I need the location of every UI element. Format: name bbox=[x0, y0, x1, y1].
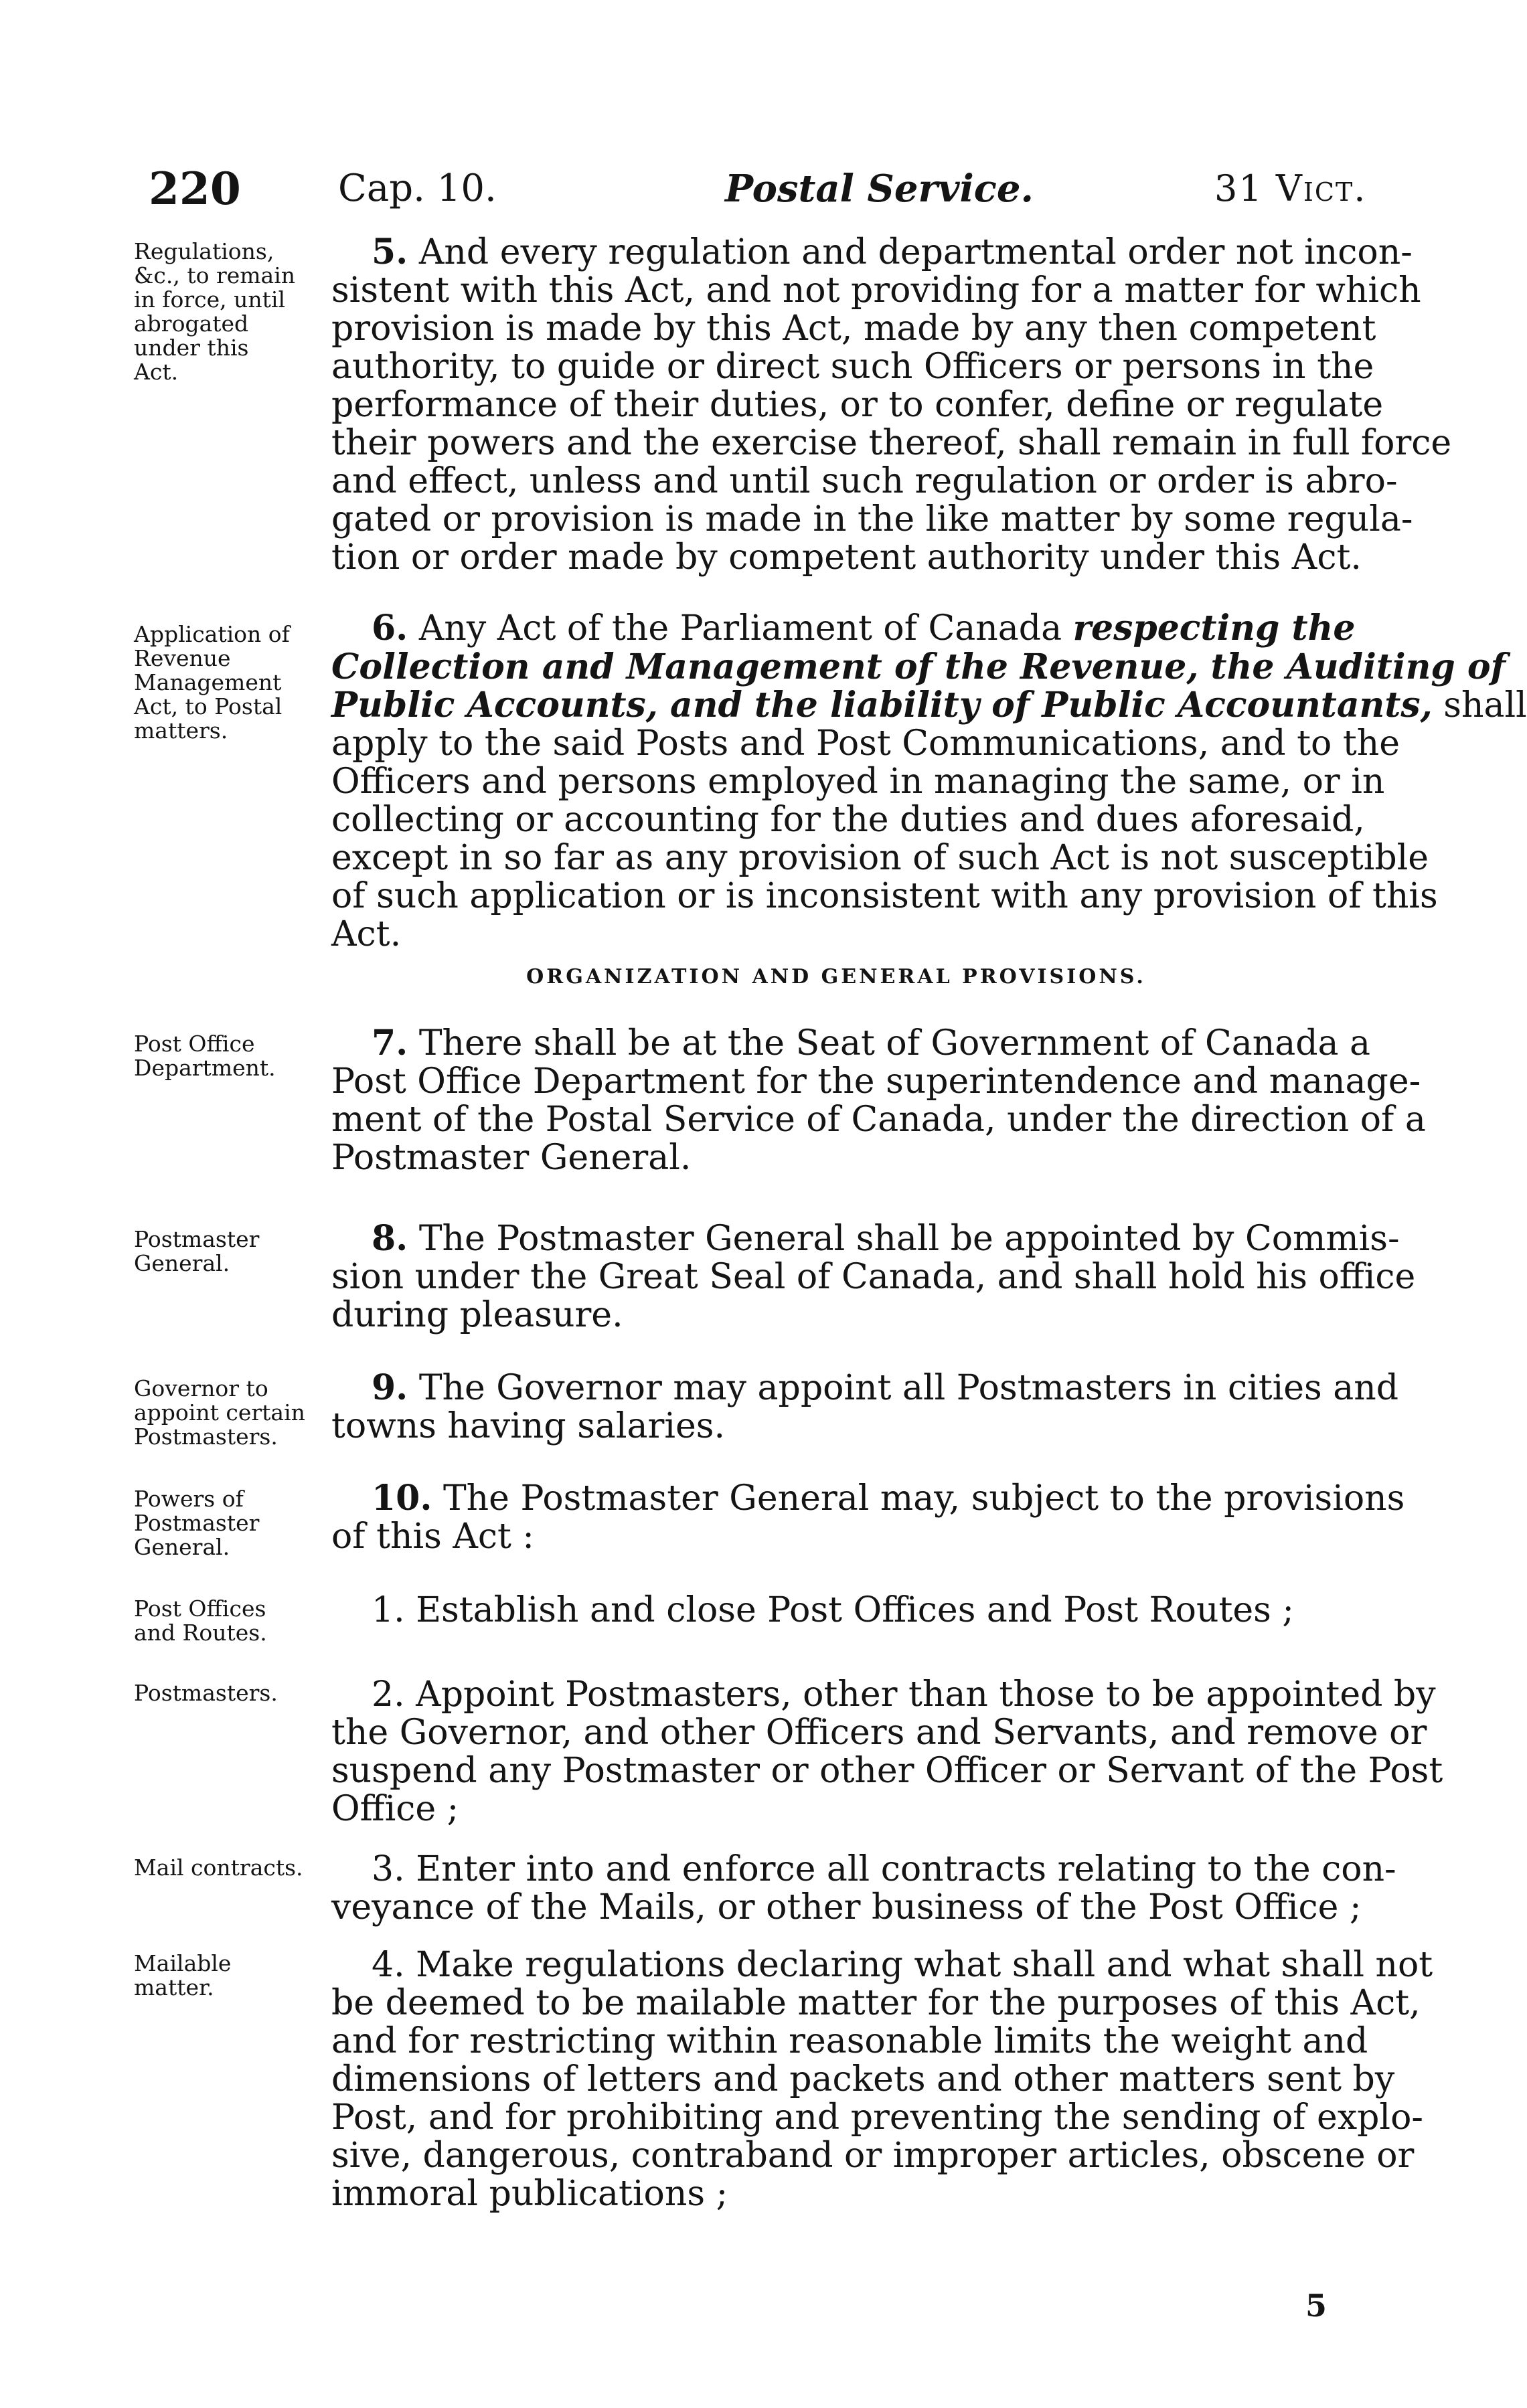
section-6-text: 6. Any Act of the Parliament of Canada respecting the Collection and Management of the Revenue, the Auditing of Public Accounts, and the liability of Public Accountants, shall apply to the said Posts and Post Communications, and to the Officers and persons employed in managing the same, or in collecting or accounting for the duties and dues aforesaid, except in so far as any provision of such Act is not susceptible of such application or is inconsistent with any provision of this Act. bbox=[331, 608, 1527, 954]
running-title: Postal Service. bbox=[725, 167, 1034, 211]
section-10-text: 10. The Postmaster General may, subject to the provisions of this Act : bbox=[331, 1478, 1405, 1557]
margin-note-section-10: Powers of Postmaster General. bbox=[134, 1486, 260, 1560]
section-9-text: 9. The Governor may appoint all Postmasters in cities and towns having salaries. bbox=[331, 1367, 1398, 1446]
paragraph-2-text: 2. Appoint Postmasters, other than those to be appointed by the Governor, and other Officers and Servants, and remove or suspend any Postmaster or other Officer or Servant of the Post Office ; bbox=[331, 1674, 1443, 1829]
section-number: 5. bbox=[372, 232, 408, 272]
page-number: 220 bbox=[149, 163, 241, 215]
paragraph-1-text: 1. Establish and close Post Offices and Post Routes ; bbox=[372, 1590, 1294, 1630]
section-8-text: 8. The Postmaster General shall be appointed by Commis- sion under the Great Seal of Canada, and shall hold his office during pleasure. bbox=[331, 1218, 1416, 1335]
margin-note-section-8: Postmaster General. bbox=[134, 1226, 260, 1276]
printer-signature-mark: 5 bbox=[1305, 2288, 1328, 2324]
section-number: 9. bbox=[372, 1367, 408, 1408]
paragraph-4-text: 4. Make regulations declaring what shall and what shall not be deemed to be mailable matter for the purposes of this Act, and for restricting within reasonable limits the weight and dimensions of letters and packets and other matters sent by Post, and for prohibiting and preventing the sending of explo- sive, dangerous, contraband or improper articles, obscene or immoral publications ; bbox=[331, 1945, 1433, 2214]
paragraph-3-text: 3. Enter into and enforce all contracts relating to the con- veyance of the Mails, or other business of the Post Office ; bbox=[331, 1849, 1396, 1927]
margin-note-section-7: Post Office Department. bbox=[134, 1031, 276, 1081]
chapter-label: Cap. 10. bbox=[338, 167, 497, 210]
regnal-year: 31 Vict. bbox=[1214, 167, 1367, 209]
margin-note-paragraph-2: Postmasters. bbox=[134, 1680, 278, 1706]
section-number: 7. bbox=[372, 1023, 408, 1063]
section-number: 6. bbox=[372, 608, 408, 649]
section-7-text: 7. There shall be at the Seat of Government of Canada a Post Office Department for the superintendence and manage- ment of the Postal Service of Canada, under the direction of a Postmaster General. bbox=[331, 1023, 1426, 1178]
margin-note-paragraph-3: Mail contracts. bbox=[134, 1855, 303, 1881]
section-number: 10. bbox=[372, 1478, 432, 1519]
margin-note-paragraph-1: Post Offices and Routes. bbox=[134, 1596, 267, 1646]
section-number: 8. bbox=[372, 1218, 408, 1259]
margin-note-paragraph-4: Mailable matter. bbox=[134, 1950, 232, 2000]
section-heading: ORGANIZATION AND GENERAL PROVISIONS. bbox=[526, 965, 1146, 988]
section-5-text: 5. And every regulation and departmental order not incon- sistent with this Act, and not providing for a matter for which provision is made by this Act, made by any then competent authority, to guide or direct such Officers or persons in the performance of their duties, or to confer, define or regulate their powers and the exercise thereof, shall remain in full force and effect, unless and until such regulation or order is abro- gated or provision is made in the like matter by some regula- tion or order made by competent authority under this Act. bbox=[331, 232, 1452, 578]
margin-note-section-9: Governor to appoint certain Postmasters. bbox=[134, 1375, 305, 1450]
margin-note-section-6: Application of Revenue Management Act, to Postal matters. bbox=[134, 621, 290, 744]
margin-note-section-5: Regulations, &c., to remain in force, until abrogated under this Act. bbox=[134, 238, 296, 385]
